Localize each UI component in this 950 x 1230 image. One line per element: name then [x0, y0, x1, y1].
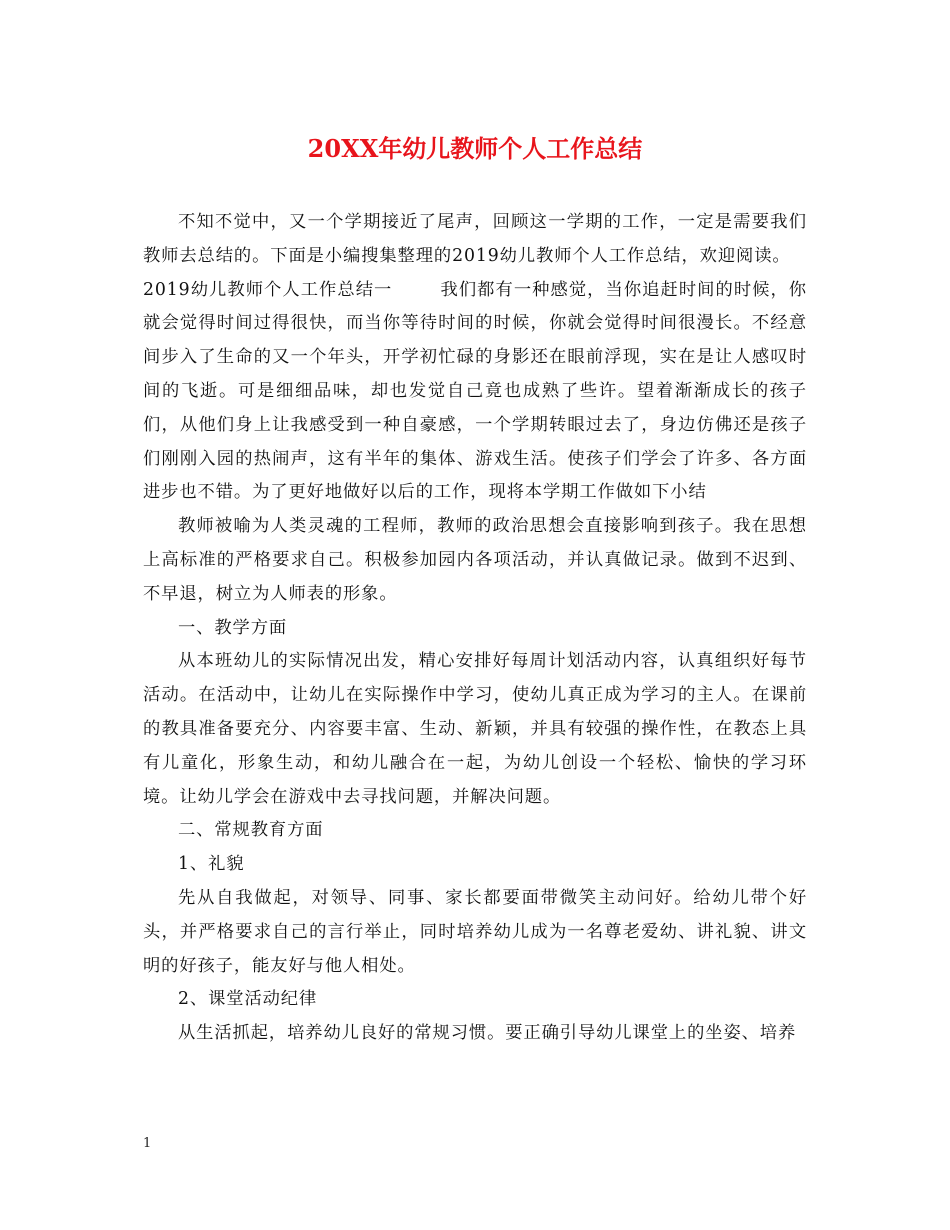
- discipline-heading: 2、课堂活动纪律: [178, 989, 318, 1010]
- document-body: [143, 206, 807, 1051]
- manners-paragraph: 先从自我做起，对领导、同事、家长都要面带微笑主动问好。给幼儿带个好头，并严格要求自己的言行举止，同时培养幼儿成为一名尊老爱幼、讲礼貌、讲文明的好孩子，能友好与他人相处。: [143, 887, 807, 976]
- section-one-heading: 2019幼儿教师个人工作总结一: [143, 279, 393, 300]
- document-title: 20XX年幼儿教师个人工作总结: [307, 134, 643, 163]
- discipline-paragraph: 从生活抓起，培养幼儿良好的常规习惯。要正确引导幼儿课堂上的坐姿、培养: [178, 1023, 797, 1044]
- section-one-body: 我们都有一种感觉，当你追赶时间的时候，你就会觉得时间过得很快，而当你等待时间的时候，你就会觉得时间很漫长。不经意间步入了生命的又一个年头，开学初忙碌的身影还在眼前浮现，实在是让人感叹时间的飞逝。可是细细品味，却也发觉自己竟也成熟了些许。望着渐渐成长的孩子们，从他们身上让我感受到一种自豪感，一个学期转眼过去了，身边仿佛还是孩子们刚刚入园的热闹声，这有半年的集体、游戏生活。使孩子们学会了许多、各方面进步也不错。为了更好地做好以后的工作，现将本学期工作做如下小结: [143, 279, 807, 503]
- intro-paragraph: 不知不觉中，又一个学期接近了尾声，回顾这一学期的工作，一定是需要我们教师去总结的。下面是小编搜集整理的2019幼儿教师个人工作总结，欢迎阅读。: [143, 212, 807, 266]
- teaching-heading: 一、教学方面: [178, 617, 288, 638]
- page-number: 1: [143, 1136, 152, 1151]
- thought-paragraph: 教师被喻为人类灵魂的工程师，教师的政治思想会直接影响到孩子。我在思想上高标准的严格要求自己。积极参加园内各项活动，并认真做记录。做到不迟到、不早退，树立为人师表的形象。: [143, 516, 807, 604]
- section-one-paragraph: [143, 274, 807, 511]
- teaching-paragraph: 从本班幼儿的实际情况出发，精心安排好每周计划活动内容，认真组织好每节活动。在活动中，让幼儿在实际操作中学习，使幼儿真正成为学习的主人。在课前的教具准备要充分、内容要丰富、生动、新颖，并具有较强的操作性，在教态上具有儿童化，形象生动，和幼儿融合在一起，为幼儿创设一个轻松、愉快的学习环境。让幼儿学会在游戏中去寻找问题，并解决问题。: [143, 651, 807, 807]
- manners-heading: 1、礼貌: [178, 854, 245, 875]
- routine-heading: 二、常规教育方面: [178, 820, 324, 841]
